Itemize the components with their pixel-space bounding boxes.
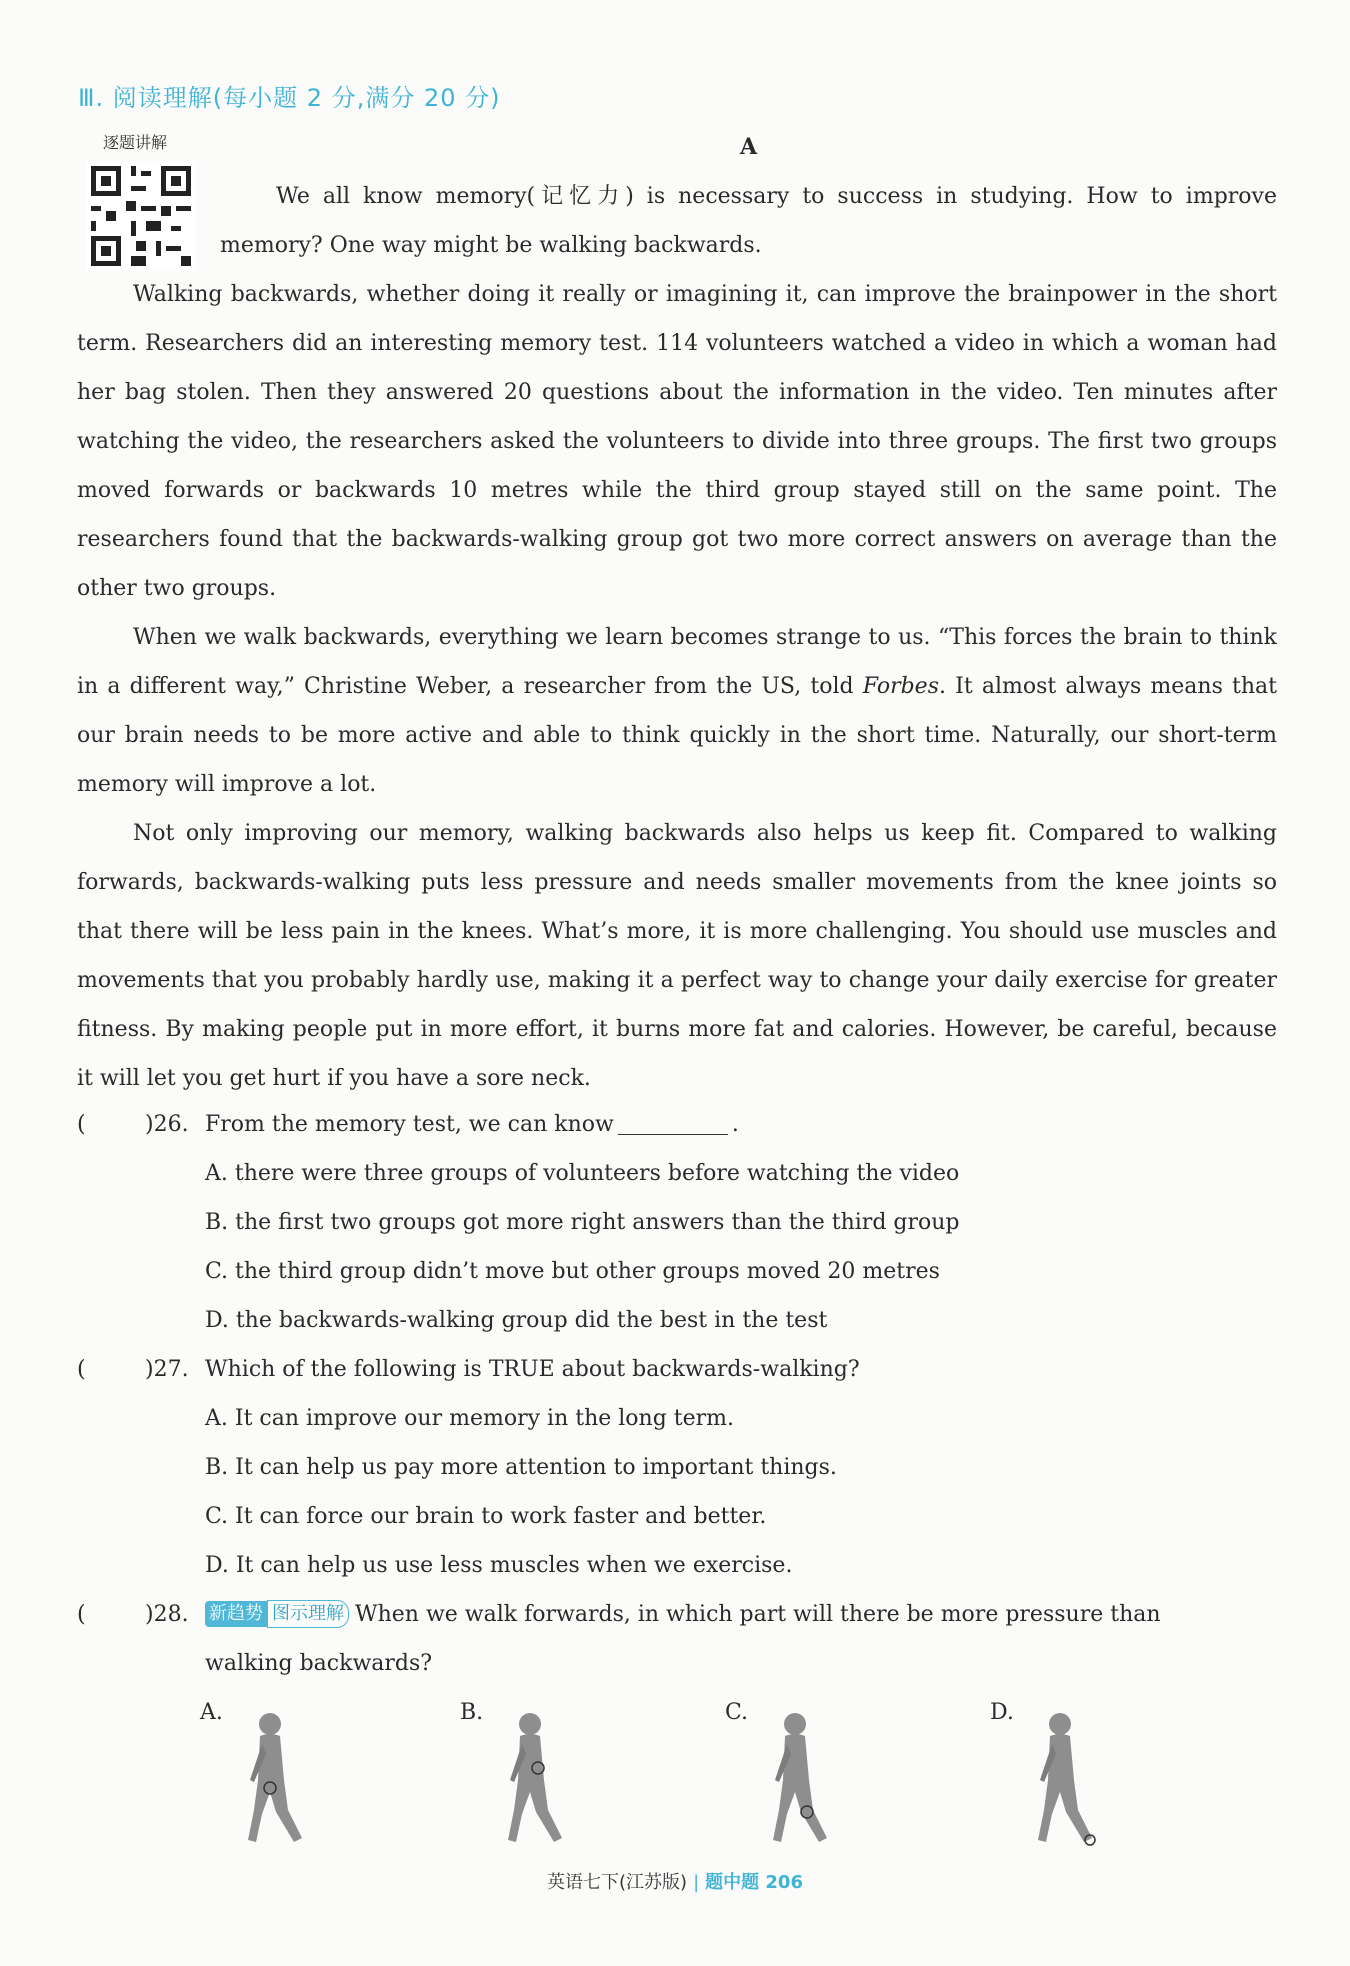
qr-code-icon[interactable] xyxy=(86,161,196,271)
qr-label: 逐题讲解 xyxy=(103,133,168,152)
option-b[interactable]: B. the first two groups got more right answers than the third group xyxy=(205,1210,960,1235)
option-d[interactable]: D. It can help us use less muscles when we exercise. xyxy=(205,1553,793,1578)
question-number: )27. xyxy=(145,1357,189,1382)
question-text: From the memory test, we can know . xyxy=(205,1112,739,1137)
walking-figures xyxy=(200,1700,1200,1850)
walker-thigh-icon xyxy=(490,1710,570,1850)
walker-knee-icon xyxy=(755,1710,835,1850)
question-number: )28. xyxy=(145,1602,189,1627)
answer-blank[interactable] xyxy=(618,1112,728,1135)
paragraph-1: We all know memory(记忆力) is necessary to success in studying. How to improve memory? One way might be walking backwards. xyxy=(220,184,1277,258)
answer-paren[interactable]: ( xyxy=(77,1112,86,1137)
passage-letter: A xyxy=(740,134,758,160)
figure-label: C. xyxy=(725,1700,749,1725)
passage-body xyxy=(77,270,1277,1103)
question-28 xyxy=(77,1590,1277,1688)
question-stem xyxy=(77,1100,1277,1149)
figure-b[interactable] xyxy=(460,1700,600,1850)
book-title: 英语七下(江苏版) xyxy=(547,1872,688,1893)
figure-label: B. xyxy=(460,1700,484,1725)
paragraph-2: Walking backwards, whether doing it really or imagining it, can improve the brainpower in the short term. Researchers did an interesting memory test. 114 volunteers watched a video in which a woman had her bag stolen. Then they answered 20 questions about the information in the video. Ten minutes after watching the video, the researchers asked the volunteers to divide into three groups. The first two groups moved forwards or backwards 10 metres while the third group stayed still on the same point. The researchers found that the backwards-walking group got two more correct answers on average than the other two groups. xyxy=(77,282,1277,601)
question-text-continued: walking backwards? xyxy=(205,1651,433,1676)
option-c[interactable]: C. the third group didn’t move but other groups moved 20 metres xyxy=(205,1259,940,1284)
page-number: 题中题 206 xyxy=(705,1872,803,1893)
paragraph-4: Not only improving our memory, walking backwards also helps us keep fit. Compared to walking forwards, backwards-walking puts less pressure and needs smaller movements from the knee joints so that there will be less pain in the knees. What’s more, it is more challenging. You should use muscles and movements that you probably hardly use, making it a perfect way to change your daily exercise for greater fitness. By making people put in more effort, it burns more fat and calories. However, be careful, because it will let you get hurt if you have a sore neck. xyxy=(77,821,1277,1091)
walker-hip-icon xyxy=(230,1710,310,1850)
paragraph-3-italic: Forbes xyxy=(862,674,939,699)
question-stem xyxy=(77,1590,1277,1639)
figure-label: D. xyxy=(990,1700,1014,1725)
option-c[interactable]: C. It can force our brain to work faster and better. xyxy=(205,1504,767,1529)
question-26 xyxy=(77,1100,1277,1345)
option-d[interactable]: D. the backwards-walking group did the best in the test xyxy=(205,1308,828,1333)
figure-c[interactable] xyxy=(725,1700,865,1850)
figure-label: A. xyxy=(200,1700,223,1725)
question-27 xyxy=(77,1345,1277,1590)
paragraph-3-part-1: When we walk backwards, everything we learn becomes strange to us. “This forces the brain to think in a different way,” Christine Weber, a researcher from the US, told xyxy=(77,625,1277,699)
option-a[interactable]: A. there were three groups of volunteers before watching the video xyxy=(205,1161,960,1186)
figure-a[interactable] xyxy=(200,1700,340,1850)
figure-understanding-tag: 图示理解 xyxy=(267,1600,349,1628)
question-text: Which of the following is TRUE about backwards-walking? xyxy=(205,1357,860,1382)
figure-d[interactable] xyxy=(990,1700,1130,1850)
question-text: 新趋势 图示理解 When we walk forwards, in which part will there be more pressure than xyxy=(205,1590,1161,1639)
paragraph-3-part-2: . It almost always means that our brain needs to be more active and able to think quickly in the short time. Naturally, our short-term memory will improve a lot. xyxy=(77,674,1277,797)
paragraph-3 xyxy=(77,613,1277,809)
page-footer xyxy=(0,1868,1350,1894)
section-title: Ⅲ. 阅读理解(每小题 2 分,满分 20 分) xyxy=(78,84,501,112)
option-a[interactable]: A. It can improve our memory in the long term. xyxy=(205,1406,735,1431)
question-stem xyxy=(77,1345,1277,1394)
question-number: )26. xyxy=(145,1112,189,1137)
new-trend-tag: 新趋势 xyxy=(205,1601,267,1627)
qr-block xyxy=(86,130,216,275)
walker-ankle-icon xyxy=(1020,1710,1100,1850)
option-b[interactable]: B. It can help us pay more attention to important things. xyxy=(205,1455,837,1480)
answer-paren[interactable]: ( xyxy=(77,1602,86,1627)
footer-separator: | xyxy=(693,1872,700,1893)
answer-paren[interactable]: ( xyxy=(77,1357,86,1382)
